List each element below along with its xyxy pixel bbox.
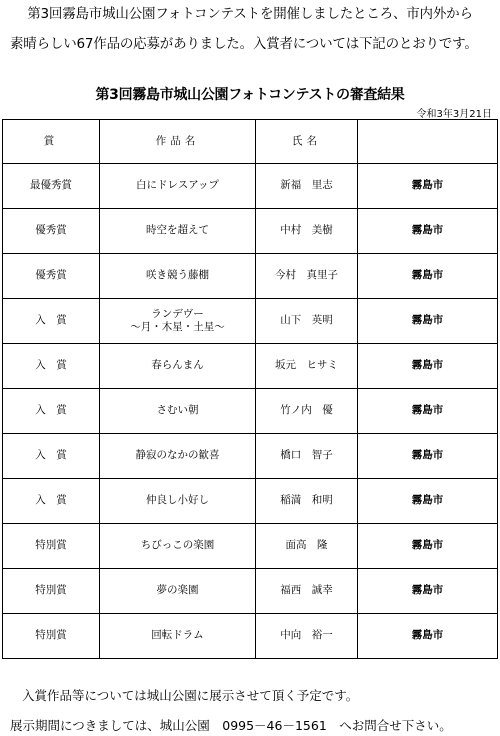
- work-title-cell: 咲き競う藤棚: [100, 254, 256, 299]
- winner-name-cell: 橋口 智子: [256, 434, 358, 479]
- city-column-header: [358, 120, 498, 164]
- city-cell: 霧島市: [358, 569, 498, 614]
- city-cell: 霧島市: [358, 479, 498, 524]
- contact-note: 展示期間につきましては、城山公園 0995－46－1561 へお問合せ下さい。: [10, 718, 452, 733]
- city-cell: 霧島市: [358, 614, 498, 659]
- table-row: [3, 569, 498, 614]
- table-row: [3, 164, 498, 209]
- city-cell: 霧島市: [358, 164, 498, 209]
- award-cell: 入 賞: [3, 344, 100, 389]
- award-cell: 優秀賞: [3, 209, 100, 254]
- winner-name-cell: 福西 誠幸: [256, 569, 358, 614]
- table-row: [3, 479, 498, 524]
- work-title-cell: 春らんまん: [100, 344, 256, 389]
- winner-name-cell: 山下 英明: [256, 299, 358, 344]
- results-title: 第3回霧島市城山公園フォトコンテストの審査結果: [95, 87, 405, 103]
- winner-name-cell: 稲満 和明: [256, 479, 358, 524]
- table-row: [3, 344, 498, 389]
- award-cell: 特別賞: [3, 614, 100, 659]
- award-cell: 入 賞: [3, 434, 100, 479]
- intro-line-1: 第3回霧島市城山公園フォトコンテストを開催しましたところ、市内外から: [27, 6, 473, 22]
- winner-name-cell: 面高 隆: [256, 524, 358, 569]
- table-row: [3, 434, 498, 479]
- city-cell: 霧島市: [358, 254, 498, 299]
- city-cell: 霧島市: [358, 344, 498, 389]
- table-row: [3, 299, 498, 344]
- work-title-cell: 時空を超えて: [100, 209, 256, 254]
- work-title-cell: 白にドレスアップ: [100, 164, 256, 209]
- city-cell: 霧島市: [358, 299, 498, 344]
- exhibition-note: 入賞作品等については城山公園に展示させて頂く予定です。: [22, 688, 359, 703]
- award-cell: 最優秀賞: [3, 164, 100, 209]
- winner-name-cell: 新福 里志: [256, 164, 358, 209]
- city-cell: 霧島市: [358, 209, 498, 254]
- city-cell: 霧島市: [358, 524, 498, 569]
- results-header-row: [3, 120, 498, 164]
- work-title-column-header: 作品名: [100, 120, 256, 164]
- city-cell: 霧島市: [358, 434, 498, 479]
- work-title-cell: さむい朝: [100, 389, 256, 434]
- table-row: [3, 614, 498, 659]
- award-cell: 入 賞: [3, 299, 100, 344]
- award-cell: 入 賞: [3, 389, 100, 434]
- winner-name-cell: 今村 真里子: [256, 254, 358, 299]
- winner-name-cell: 坂元 ヒサミ: [256, 344, 358, 389]
- intro-line-2: 素晴らしい67作品の応募がありました。入賞者については下記のとおりです。: [10, 36, 478, 52]
- results-table-body: [3, 164, 498, 659]
- results-table: [2, 119, 498, 659]
- winner-name-cell: 竹ノ内 優: [256, 389, 358, 434]
- work-title-cell: 仲良し小好し: [100, 479, 256, 524]
- award-cell: 特別賞: [3, 524, 100, 569]
- table-row: [3, 389, 498, 434]
- table-row: [3, 209, 498, 254]
- winner-name-cell: 中向 裕一: [256, 614, 358, 659]
- work-title-cell: ランデヴー ～月・木星・土星～: [100, 299, 256, 344]
- award-column-header: 賞: [3, 120, 100, 164]
- name-column-header: 氏名: [256, 120, 358, 164]
- award-cell: 入 賞: [3, 479, 100, 524]
- winner-name-cell: 中村 美樹: [256, 209, 358, 254]
- work-title-cell: 静寂のなかの歓喜: [100, 434, 256, 479]
- work-title-cell: 夢の楽園: [100, 569, 256, 614]
- award-cell: 特別賞: [3, 569, 100, 614]
- announcement-date: 令和3年3月21日: [416, 109, 492, 120]
- city-cell: 霧島市: [358, 389, 498, 434]
- table-row: [3, 524, 498, 569]
- table-row: [3, 254, 498, 299]
- award-cell: 優秀賞: [3, 254, 100, 299]
- work-title-cell: 回転ドラム: [100, 614, 256, 659]
- work-title-cell: ちびっこの楽園: [100, 524, 256, 569]
